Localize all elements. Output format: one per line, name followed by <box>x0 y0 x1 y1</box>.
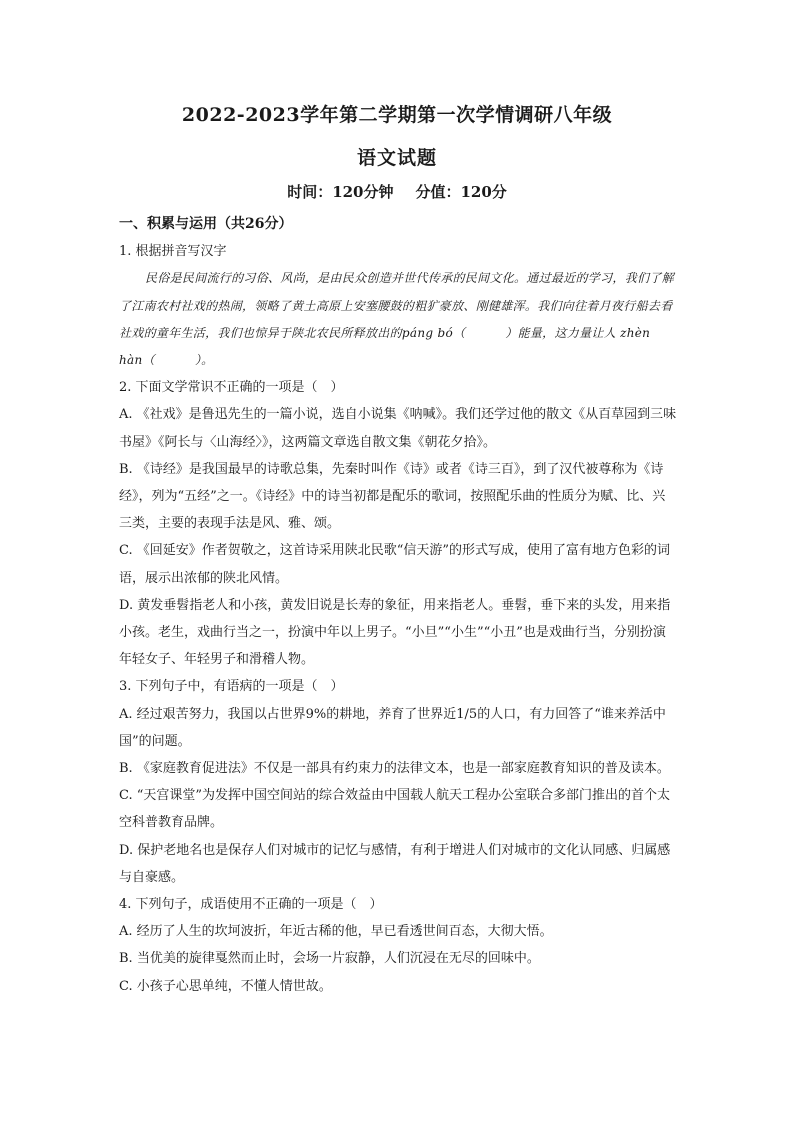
question-1-passage <box>119 265 677 374</box>
time-limit: 时间：120分钟 <box>287 183 394 201</box>
section-heading: 一、积累与运用（共26分） <box>119 216 293 232</box>
question-2-option-d: D. 黄发垂髫指老人和小孩，黄发旧说是长寿的象征，用来指老人。垂髫，垂下来的头发，用来指小孩。老生，戏曲行当之一，扮演中年以上男子。“小旦”“小生”“小丑”也是戏曲行当，分别扮演年轻女子、年轻男子和滑稽人物。 <box>119 597 671 668</box>
question-2-option-c: C. 《回延安》作者贺敬之，这首诗采用陕北民歌“信天游”的形式写成，使用了富有地方色彩的词语，展示出浓郁的陕北风情。 <box>119 543 671 586</box>
exam-title: 2022-2023学年第二学期第一次学情调研八年级 <box>181 104 613 126</box>
question-4-option-c: C. 小孩子心思单纯，不懂人情世故。 <box>119 978 332 994</box>
question-3-option-a: A. 经过艰苦努力，我国以占世界9%的耕地，养育了世界近1/5的人口，有力回答了“谁来养活中国”的问题。 <box>119 706 666 749</box>
question-2-option-a: A. 《社戏》是鲁迅先生的一篇小说，选自小说集《呐喊》。我们还学过他的散文《从百草园到三味书屋》《阿长与〈山海经〉》，这两篇文章选自散文集《朝花夕拾》。 <box>119 407 677 450</box>
question-1-stem: 1. 根据拼音写汉字 <box>119 244 227 260</box>
question-3-option-b: B. 《家庭教育促进法》不仅是一部具有约束力的法律文本，也是一部家庭教育知识的普及读本。 <box>119 761 670 777</box>
total-score: 分值：120分 <box>415 183 507 201</box>
question-4-stem: 4. 下列句子，成语使用不正确的一项是（ ） <box>119 897 383 913</box>
question-4-option-a: A. 经历了人生的坎坷波折，年近古稀的他，早已看透世间百态，大彻大悟。 <box>119 924 553 940</box>
exam-subject: 语文试题 <box>356 147 437 169</box>
question-3-option-d: D. 保护老地名也是保存人们对城市的记忆与感情，有利于增进人们对城市的文化认同感、归属感与自豪感。 <box>119 842 671 885</box>
question-4-option-b: B. 当优美的旋律戛然而止时，会场一片寂静，人们沉浸在无尽的回味中。 <box>119 951 540 967</box>
exam-meta <box>0 181 794 202</box>
passage-part-1: 民俗是民间流行的习俗、风尚，是由民众创造并世代传承的民间文化。通过最近的学习，我们了解了江南农村社戏的热闹，领略了黄土高原上安塞腰鼓的粗犷豪放、刚健雄浑。我们向往着月夜行船去看社戏的童年生活，我们也惊异于陕北农民所释放出的páng bó（ <box>119 271 674 340</box>
passage-part-2: ）能量，这力量让人 zhèn hàn（ <box>119 325 651 368</box>
question-3-stem: 3. 下列句子中，有语病的一项是（ ） <box>119 679 344 695</box>
exam-content <box>119 211 677 1000</box>
question-2-option-b: B. 《诗经》是我国最早的诗歌总集，先秦时叫作《诗》或者《诗三百》，到了汉代被尊称为《诗经》，列为“五经”之一。《诗经》中的诗当初都是配乐的歌词，按照配乐曲的性质分为赋、比、兴三类，主要的表现手法是风、雅、颂。 <box>119 461 666 532</box>
passage-part-3: ）。 <box>194 353 214 368</box>
question-3-option-c: C. “天宫课堂”为发挥中国空间站的综合效益由中国载人航天工程办公室联合多部门推出的首个太空科普教育品牌。 <box>119 788 671 831</box>
question-2-stem: 2. 下面文学常识不正确的一项是（ ） <box>119 380 344 396</box>
